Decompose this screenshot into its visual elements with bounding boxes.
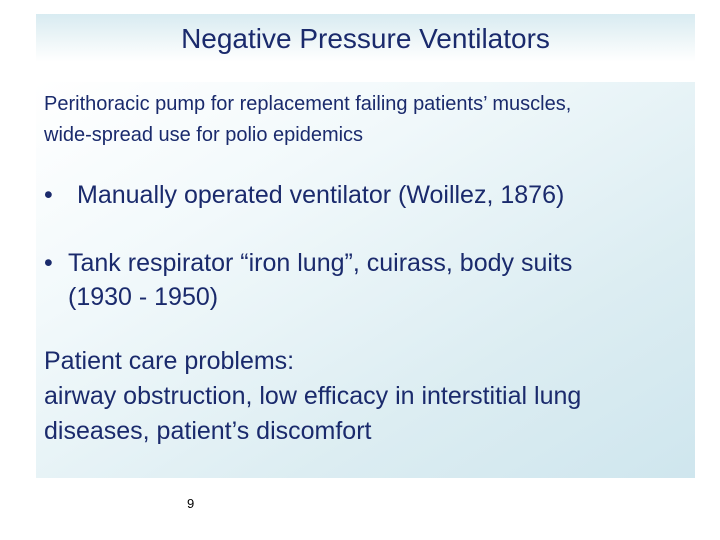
intro-paragraph [44, 89, 694, 151]
patient-care-problems [44, 344, 694, 449]
bullet-item-manual-ventilator [44, 178, 564, 212]
intro-line: Perithoracic pump for replacement failing patients’ muscles, [44, 93, 572, 115]
bullet-text: Manually operated ventilator (Woillez, 1876) [77, 181, 565, 209]
bullet-symbol: • [44, 181, 53, 209]
intro-line: wide-spread use for polio epidemics [44, 124, 364, 146]
problems-heading: Patient care problems: [44, 347, 295, 375]
bullet-symbol: • [44, 249, 53, 277]
slide-title: Negative Pressure Ventilators [181, 23, 550, 54]
problems-line: airway obstruction, low efficacy in interstitial lung [44, 382, 582, 410]
bullet-item-tank-respirator [44, 246, 572, 314]
page-number: 9 [187, 496, 195, 511]
problems-line: diseases, patient’s discomfort [44, 417, 372, 445]
bullet-text-continued: (1930 - 1950) [68, 283, 219, 311]
bullet-text: Tank respirator “iron lung”, cuirass, body suits [68, 249, 573, 277]
